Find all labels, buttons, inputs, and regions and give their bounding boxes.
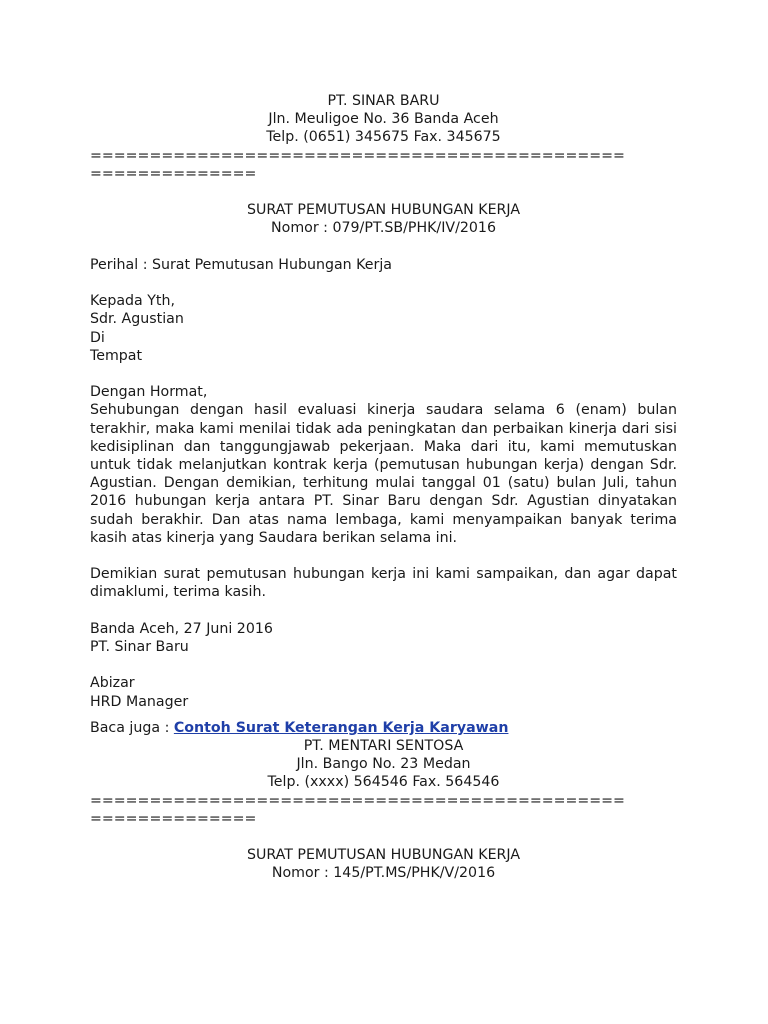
read-also-link[interactable]: Contoh Surat Keterangan Kerja Karyawan <box>173 719 509 736</box>
company-address-2: Jln. Bango No. 23 Medan <box>296 756 471 773</box>
sender-company: PT. Sinar Baru <box>90 639 189 655</box>
signer-name: Abizar <box>90 675 135 692</box>
document-page <box>90 92 677 883</box>
letter-number-2: Nomor : 145/PT.MS/PHK/V/2016 <box>271 865 496 882</box>
company-name-2: PT. MENTARI SENTOSA <box>303 738 464 754</box>
recipient-place: Tempat <box>90 347 143 364</box>
header-separator-2-continued: ============== <box>90 810 257 827</box>
header-separator-continued: ============== <box>90 165 257 182</box>
company-address: Jln. Meuligoe No. 36 Banda Aceh <box>268 111 499 128</box>
company-phone: Telp. (0651) 345675 Fax. 345675 <box>266 129 501 146</box>
read-also-prefix: Baca juga : <box>90 719 174 736</box>
greeting: Dengan Hormat, <box>90 384 208 401</box>
letter-title-2: SURAT PEMUTUSAN HUBUNGAN KERJA <box>246 847 521 864</box>
read-also <box>90 719 677 737</box>
closing-paragraph: Demikian surat pemutusan hubungan kerja ini kami sampaikan, dan agar dapat dimaklumi, terima kasih. <box>90 566 677 601</box>
recipient-salutation: Kepada Yth, <box>90 293 175 310</box>
letter-subject: Perihal : Surat Pemutusan Hubungan Kerja <box>90 256 392 273</box>
place-date: Banda Aceh, 27 Juni 2016 <box>90 620 273 637</box>
body-paragraph: Sehubungan dengan hasil evaluasi kinerja saudara selama 6 (enam) bulan terakhir, maka kami menilai tidak ada peningkatan dan perbaikan kinerja dari sisi kedisiplinan dan tanggungjawab pekerjaan. Maka dari itu, kami memutuskan untuk tidak melanjutkan kontrak kerja (pemutusan hubungan kerja) dengan Sdr. Agustian. Dengan demikian, terhitung mulai tanggal 01 (satu) bulan Juli, tahun 2016 hubungan kerja antara PT. Sinar Baru dengan Sdr. Agustian dinyatakan sudah berakhir. Dan atas nama lembaga, kami menyampaikan banyak terima kasih atas kinerja yang Saudara berikan selama ini. <box>90 402 677 546</box>
company-name: PT. SINAR BARU <box>327 93 440 109</box>
recipient-name: Sdr. Agustian <box>90 311 184 328</box>
letter-number: Nomor : 079/PT.SB/PHK/IV/2016 <box>271 220 496 237</box>
header-separator: ============================================= <box>90 147 625 164</box>
signer-title: HRD Manager <box>90 693 189 710</box>
header-separator-2: ============================================= <box>90 792 625 809</box>
recipient-place-prefix: Di <box>90 329 105 346</box>
letter-title: SURAT PEMUTUSAN HUBUNGAN KERJA <box>246 202 521 219</box>
company-phone-2: Telp. (xxxx) 564546 Fax. 564546 <box>267 774 500 791</box>
